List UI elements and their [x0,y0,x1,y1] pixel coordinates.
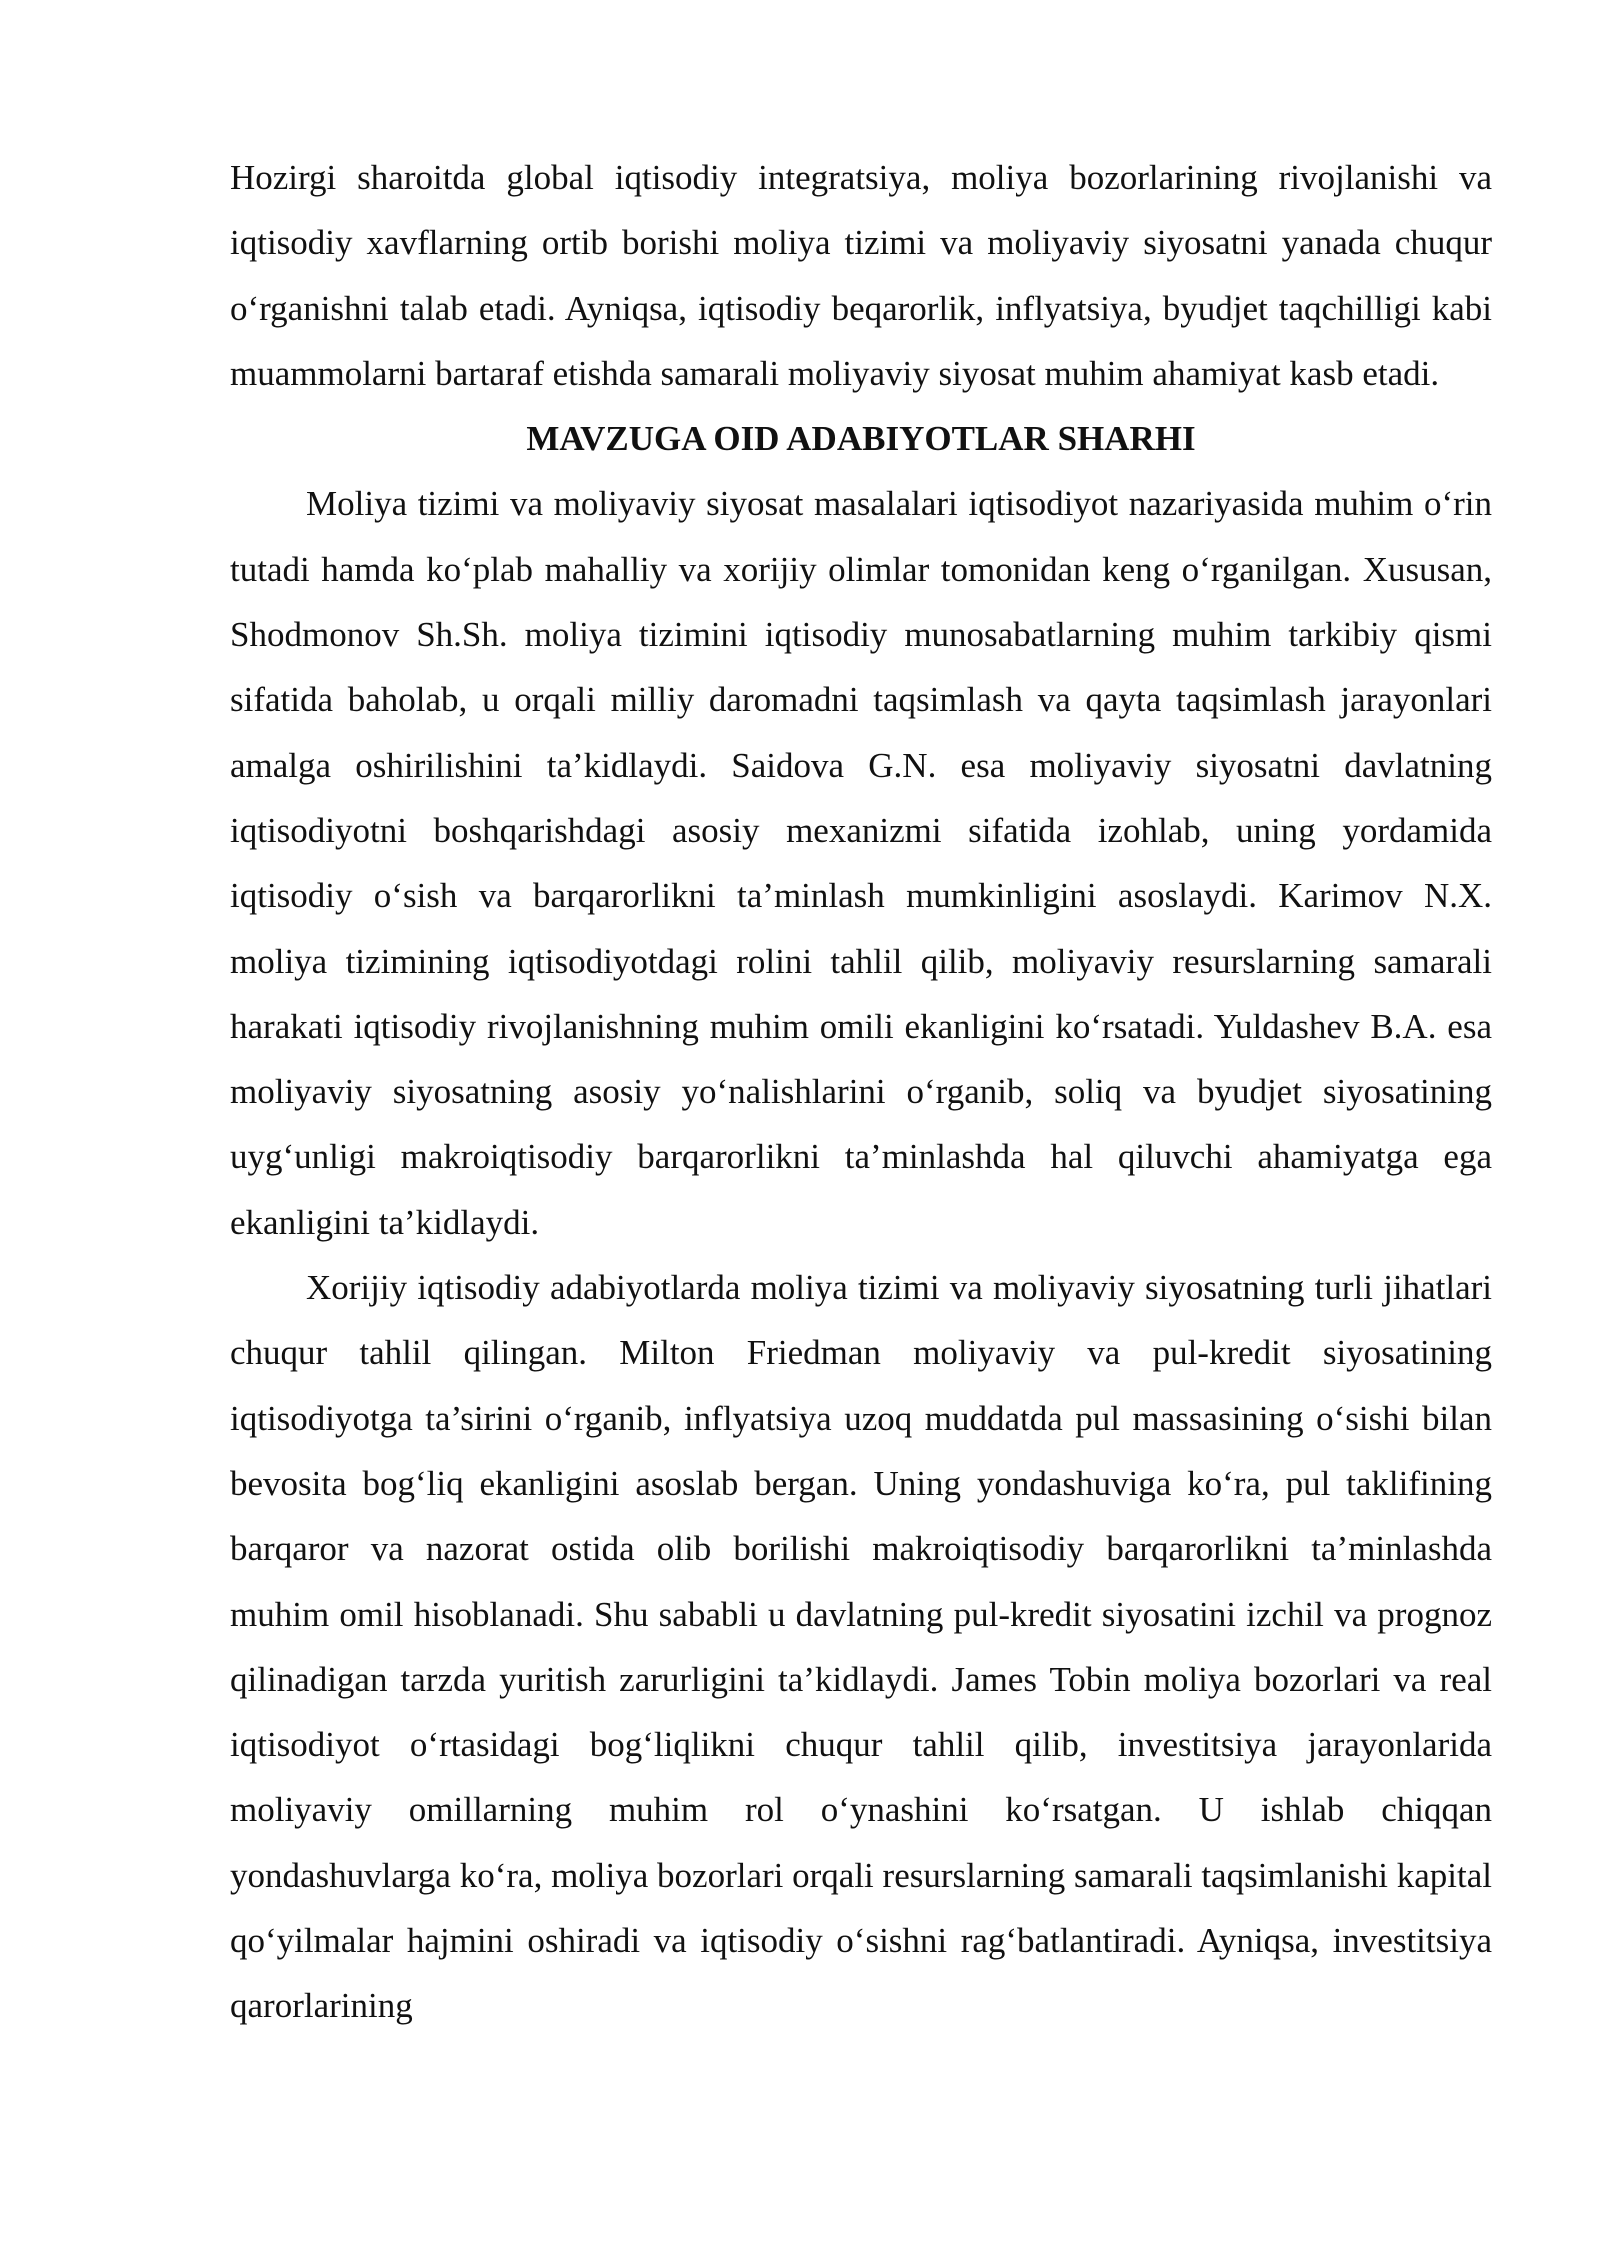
document-page [230,145,1492,2039]
section-heading: MAVZUGA OID ADABIYOTLAR SHARHI [526,419,1196,459]
literature-paragraph-foreign: Xorijiy iqtisodiy adabiyotlarda moliya tizimi va moliyaviy siyosatning turli jihatlari chuqur tahlil qilingan. Milton Friedman moliyaviy va pul-kredit siyosatining iqtisodiyotga ta’sirini oʻrganib, inflyatsiya uzoq muddatda pul massasining oʻsishi bilan bevosita bogʻliq ekanligini asoslab bergan. Uning yondashuviga koʻra, pul taklifining barqaror va nazorat ostida olib borilishi makroiqtisodiy barqarorlikni ta’minlashda muhim omil hisoblanadi. Shu sababli u davlatning pul-kredit siyosatini izchil va prognoz qilinadigan tarzda yuritish zarurligini ta’kidlaydi. James Tobin moliya bozorlari va real iqtisodiyot oʻrtasidagi bogʻliqlikni chuqur tahlil qilib, investitsiya jarayonlarida moliyaviy omillarning muhim rol oʻynashini koʻrsatgan. U ishlab chiqqan yondashuvlarga koʻra, moliya bozorlari orqali resurslarning samarali taqsimlanishi kapital qoʻyilmalar hajmini oshiradi va iqtisodiy oʻsishni ragʻbatlantiradi. Ayniqsa, investitsiya qarorlarining [230,1268,1492,2026]
intro-paragraph: Hozirgi sharoitda global iqtisodiy integratsiya, moliya bozorlarining rivojlanishi va iqtisodiy xavflarning ortib borishi moliya tizimi va moliyaviy siyosatni yanada chuqur oʻrganishni talab etadi. Ayniqsa, iqtisodiy beqarorlik, inflyatsiya, byudjet taqchilligi kabi muammolarni bartaraf etishda samarali moliyaviy siyosat muhim ahamiyat kasb etadi. [230,158,1492,393]
literature-paragraph-local: Moliya tizimi va moliyaviy siyosat masalalari iqtisodiyot nazariyasida muhim oʻrin tutadi hamda koʻplab mahalliy va xorijiy olimlar tomonidan keng oʻrganilgan. Xususan, Shodmonov Sh.Sh. moliya tizimini iqtisodiy munosabatlarning muhim tarkibiy qismi sifatida baholab, u orqali milliy daromadni taqsimlash va qayta taqsimlash jarayonlari amalga oshirilishini ta’kidlaydi. Saidova G.N. esa moliyaviy siyosatni davlatning iqtisodiyotni boshqarishdagi asosiy mexanizmi sifatida izohlab, uning yordamida iqtisodiy oʻsish va barqarorlikni ta’minlash mumkinligini asoslaydi. Karimov N.X. moliya tizimining iqtisodiyotdagi rolini tahlil qilib, moliyaviy resurslarning samarali harakati iqtisodiy rivojlanishning muhim omili ekanligini koʻrsatadi. Yuldashev B.A. esa moliyaviy siyosatning asosiy yoʻnalishlarini oʻrganib, soliq va byudjet siyosatining uygʻunligi makroiqtisodiy barqarorlikni ta’minlashda hal qiluvchi ahamiyatga ega ekanligini ta’kidlaydi. [230,484,1492,1242]
